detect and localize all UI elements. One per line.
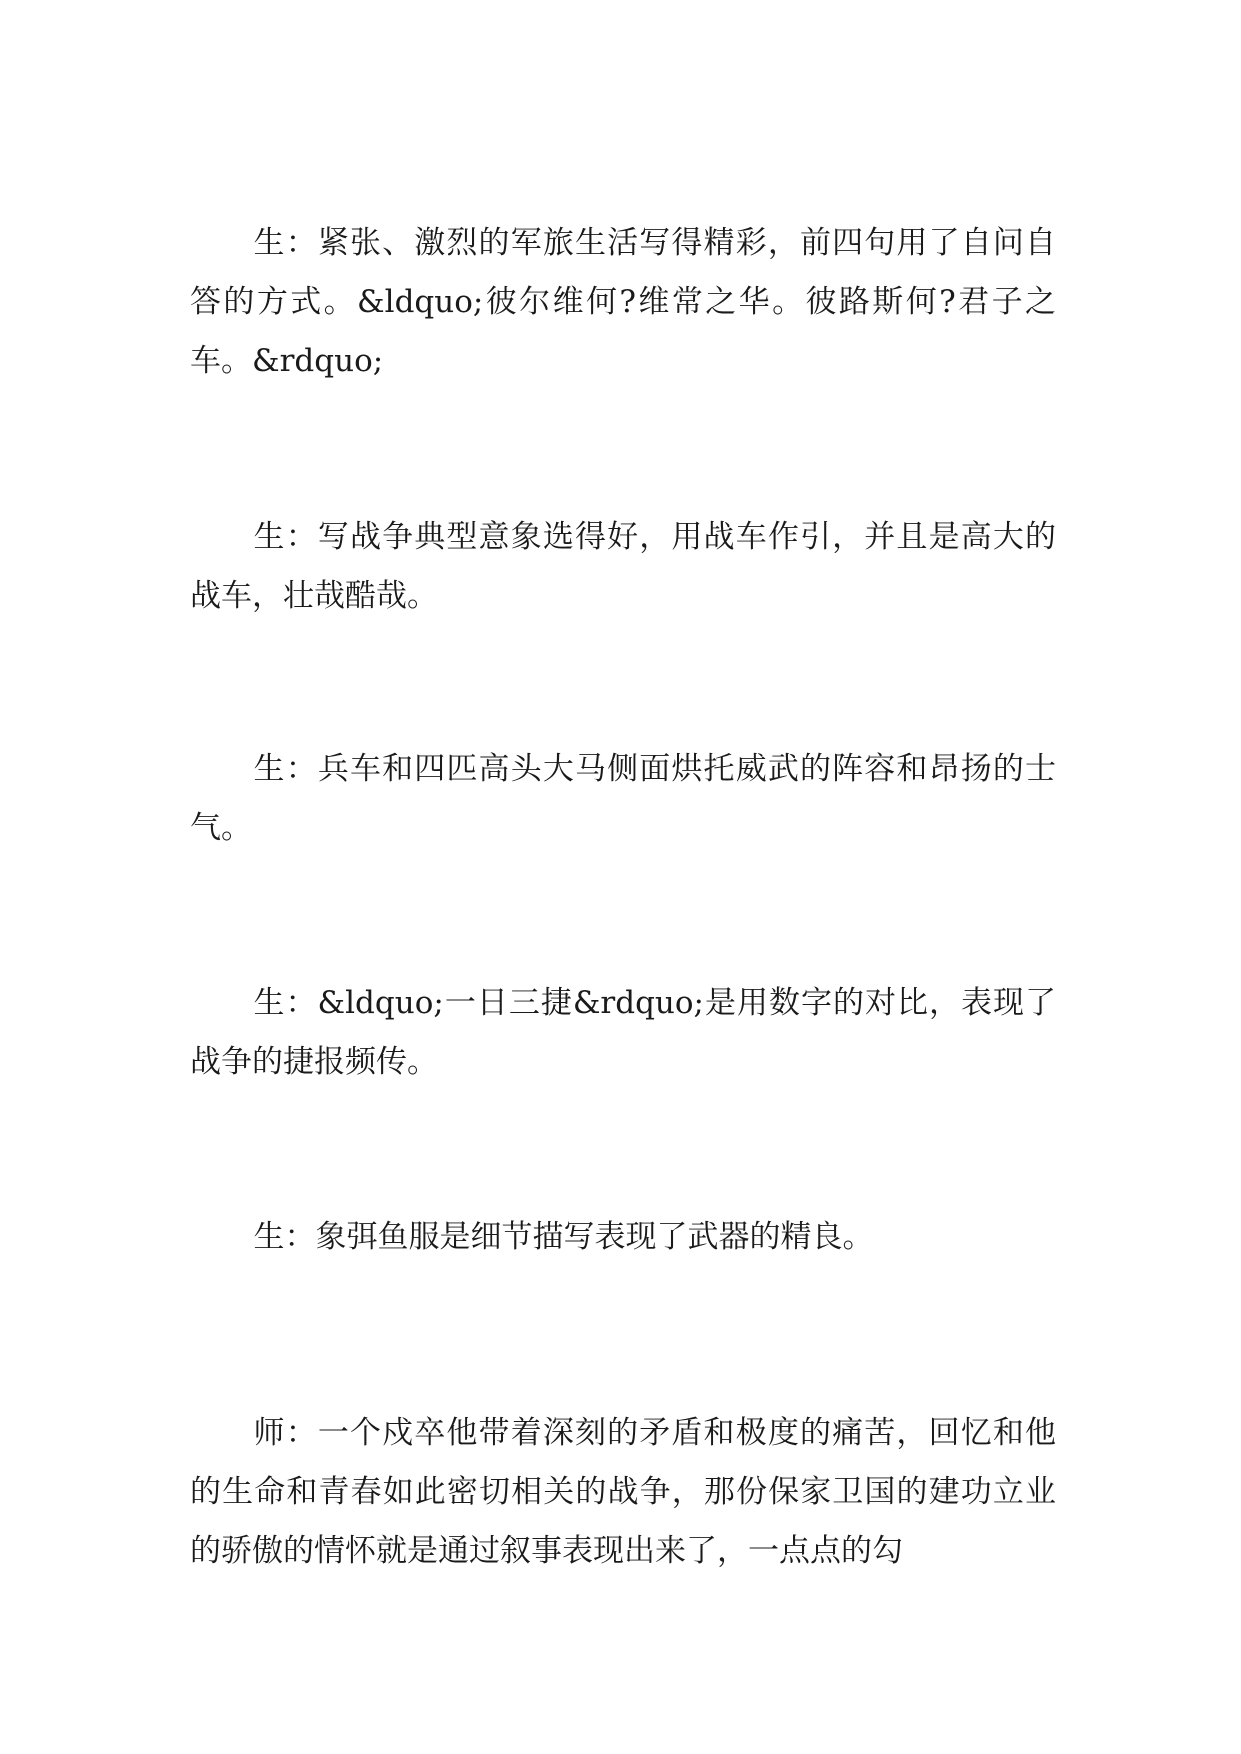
paragraph-student-comment-4: 生：&ldquo;一日三捷&rdquo;是用数字的对比，表现了战争的捷报频传。: [190, 985, 1056, 1080]
paragraph-student-comment-2: 生：写战争典型意象选得好，用战车作引，并且是高大的战车，壮哉酷哉。: [190, 519, 1056, 614]
paragraph-student-comment-3: 生：兵车和四匹高头大马侧面烘托威武的阵容和昂扬的士气。: [190, 751, 1056, 846]
paragraph-student-comment-5: 生：象弭鱼服是细节描写表现了武器的精良。: [253, 1219, 874, 1255]
paragraph-teacher-comment: 师：一个戍卒他带着深刻的矛盾和极度的痛苦，回忆和他的生命和青春如此密切相关的战争，那份保家卫国的建功立业的骄傲的情怀就是通过叙事表现出来了，一点点的勾: [190, 1415, 1056, 1569]
paragraph-student-comment-1: 生：紧张、激烈的军旅生活写得精彩，前四句用了自问自答的方式。&ldquo;彼尔维何?维常之华。彼路斯何?君子之车。&rdquo;: [190, 225, 1056, 379]
